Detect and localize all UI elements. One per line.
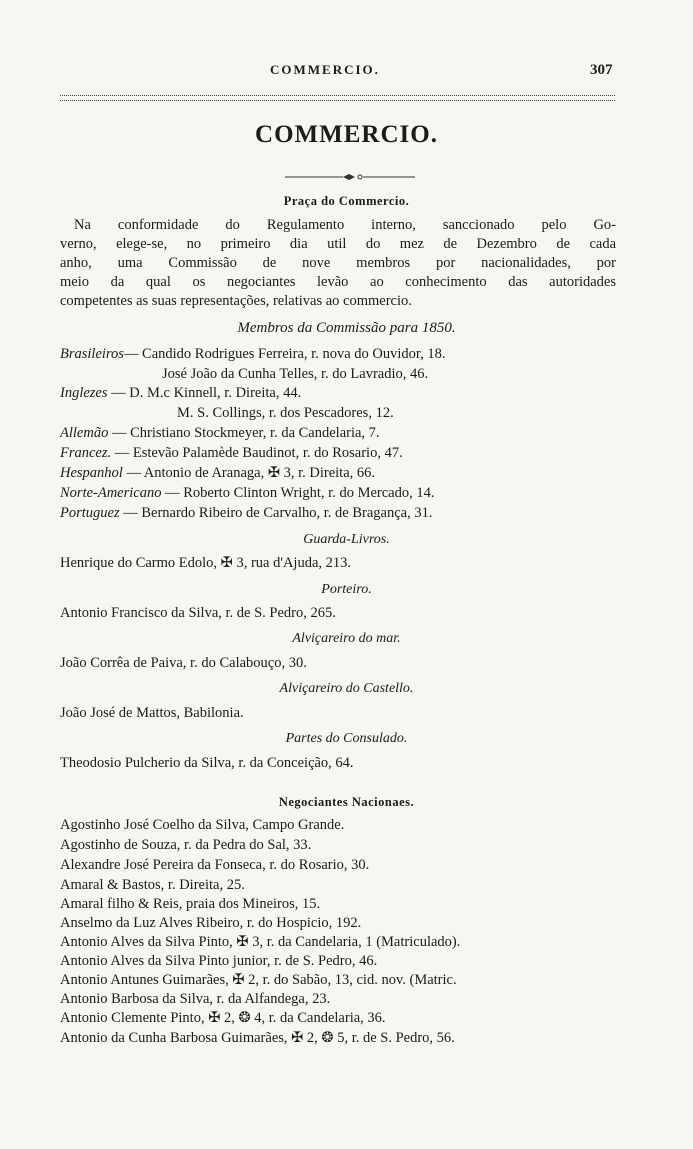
member-text: — Bernardo Ribeiro de Carvalho, r. de Bragança, 31. <box>119 505 433 521</box>
merchant-entry: Antonio Alves da Silva Pinto, ✠ 3, r. da Candelaria, 1 (Matriculado). <box>60 934 461 950</box>
member-text: — Christiano Stockmeyer, r. da Candelaria, 7. <box>108 425 380 441</box>
member-line <box>60 485 435 502</box>
member-line <box>60 445 403 462</box>
nationality-label: Allemão <box>60 425 109 441</box>
partes-heading: Partes do Consulado. <box>285 731 408 746</box>
merchant-entry: Amaral & Bastos, r. Direita, 25. <box>60 877 245 893</box>
member-line <box>60 505 432 522</box>
nationality-label: Brasileiros <box>60 346 124 362</box>
merchant-entry: Amaral filho & Reis, praia dos Mineiros, 15. <box>60 896 321 912</box>
merchant-entry: Agostinho José Coelho da Silva, Campo Grande. <box>60 817 345 833</box>
header-rule <box>60 95 615 101</box>
porteiro-heading: Porteiro. <box>321 582 372 597</box>
paragraph-line: competentes as suas representações, relativas ao commercio. <box>60 293 412 309</box>
paragraph-line: meio da qual os negociantes levão ao conhecimento das autoridades <box>60 274 616 290</box>
paragraph-line: anho, uma Commissão de nove membros por nacionalidades, por <box>60 255 616 271</box>
guarda-livros-line: Henrique do Carmo Edolo, ✠ 3, rua d'Ajuda, 213. <box>60 555 352 571</box>
merchant-entry: Antonio Antunes Guimarães, ✠ 2, r. do Sabão, 13, cid. nov. (Matric. <box>60 972 457 988</box>
nationality-label: Hespanhol <box>60 465 123 481</box>
member-text: — Antonio de Aranaga, ✠ 3, r. Direita, 66. <box>122 465 376 481</box>
member-line: José João da Cunha Telles, r. do Lavradio, 46. <box>162 366 429 382</box>
merchant-entry: Antonio Alves da Silva Pinto junior, r. de S. Pedro, 46. <box>60 953 378 969</box>
member-text: — Roberto Clinton Wright, r. do Mercado, 14. <box>161 485 435 501</box>
nationality-label: Portuguez <box>60 505 120 521</box>
paragraph-line: verno, elege-se, no primeiro dia util do mez de Dezembro de cada <box>60 236 616 252</box>
intro-paragraph <box>60 216 616 311</box>
member-line <box>60 425 380 442</box>
ornament-divider-icon <box>285 173 415 181</box>
nationality-label: Inglezes <box>60 385 108 401</box>
merchant-entry: Alexandre José Pereira da Fonseca, r. do Rosario, 30. <box>60 857 370 873</box>
partes-line: Theodosio Pulcherio da Silva, r. da Conceição, 64. <box>60 755 354 771</box>
member-text: — Candido Rodrigues Ferreira, r. nova do Ouvidor, 18. <box>123 346 446 362</box>
merchant-entry: Antonio Clemente Pinto, ✠ 2, ❂ 4, r. da Candelaria, 36. <box>60 1010 386 1026</box>
member-line <box>60 346 446 363</box>
nationality-label: Norte-Americano <box>60 485 162 501</box>
merchant-entry: Antonio Barbosa da Silva, r. da Alfandega, 23. <box>60 991 331 1007</box>
guarda-livros-heading: Guarda-Livros. <box>303 532 390 547</box>
merchant-entry: Agostinho de Souza, r. da Pedra do Sal, 33. <box>60 837 312 853</box>
alvicareiro-mar-heading: Alviçareiro do mar. <box>292 631 401 646</box>
porteiro-line: Antonio Francisco da Silva, r. de S. Pedro, 265. <box>60 605 336 621</box>
section-heading-negociantes: Negociantes Nacionaes. <box>278 795 415 809</box>
merchant-entry: Anselmo da Luz Alves Ribeiro, r. do Hospicio, 192. <box>60 915 362 931</box>
merchant-entry: Antonio da Cunha Barbosa Guimarães, ✠ 2, ❂ 5, r. de S. Pedro, 56. <box>60 1030 455 1046</box>
member-line <box>60 385 301 402</box>
alvicareiro-mar-line: João Corrêa de Paiva, r. do Calabouço, 30. <box>60 655 307 671</box>
member-text: — D. M.c Kinnell, r. Direita, 44. <box>107 385 302 401</box>
member-text: — Estevão Palamède Baudinot, r. do Rosario, 47. <box>111 445 403 461</box>
member-line <box>60 465 375 482</box>
alvicareiro-castello-line: João José de Mattos, Babilonia. <box>60 705 244 721</box>
nationality-label: Francez. <box>60 445 112 461</box>
page-title: COMMERCIO. <box>255 121 438 148</box>
alvicareiro-castello-heading: Alviçareiro do Castello. <box>279 681 414 696</box>
section-heading-praca: Praça do Commercio. <box>283 194 410 208</box>
page-number: 307 <box>590 62 613 78</box>
members-heading: Membros da Commissão para 1850. <box>237 320 456 336</box>
running-head: COMMERCIO. <box>270 62 380 77</box>
paragraph-line: Na conformidade do Regulamento interno, sanccionado pelo Go- <box>74 217 616 233</box>
member-line: M. S. Collings, r. dos Pescadores, 12. <box>177 405 394 421</box>
